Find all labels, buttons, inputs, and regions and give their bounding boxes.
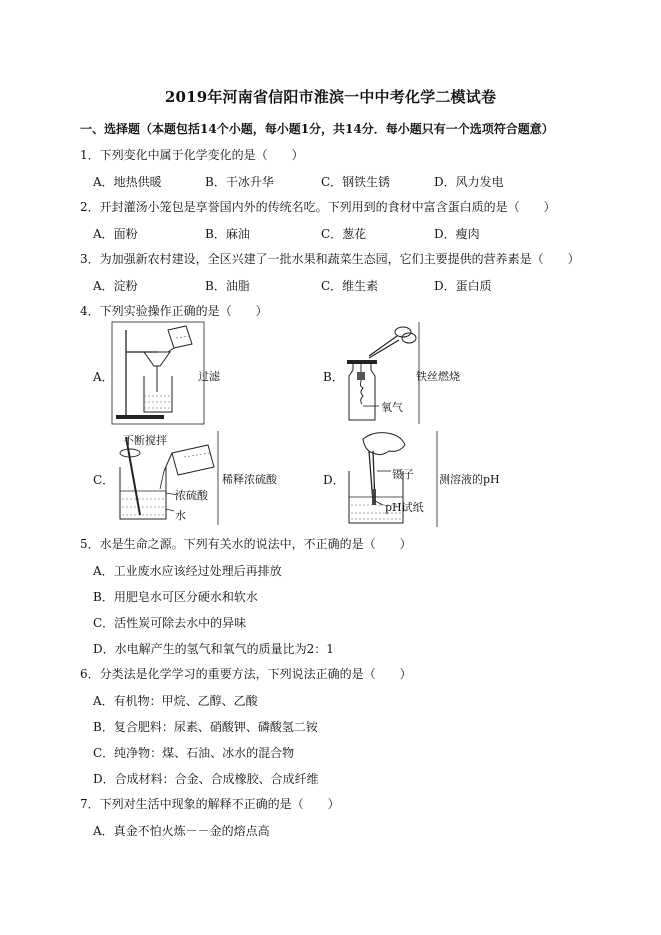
q6-option-a: A．有机物：甲烷、乙醇、乙酸 <box>93 694 258 708</box>
q5-option-b: B．用肥皂水可区分硬水和软水 <box>93 590 258 604</box>
q1-option-c: C．钢铁生锈 <box>321 175 391 189</box>
page-title: 2019年河南省信阳市淮滨一中中考化学二模试卷 <box>164 88 497 106</box>
q5-option-d: D．水电解产生的氢气和氧气的质量比为2：1 <box>93 642 334 656</box>
q6-option-d: D．合成材料：合金、合成橡胶、合成纤维 <box>93 772 319 786</box>
q4-option-d: D． <box>323 473 345 487</box>
q7-option-a: A．真金不怕火炼－－金的熔点高 <box>93 824 270 838</box>
q1-option-b: B．干冰升华 <box>205 175 274 189</box>
question-7: 7．下列对生活中现象的解释不正确的是（ ） <box>80 797 340 811</box>
question-5: 5．水是生命之源。下列有关水的说法中，不正确的是（ ） <box>80 537 412 551</box>
q2-option-a: A．面粉 <box>93 227 138 241</box>
q1-option-d: D．风力发电 <box>434 175 504 189</box>
water-label: 水 <box>175 509 186 522</box>
q4-option-a: A． <box>93 370 114 384</box>
question-2: 2．开封灌汤小笼包是享誉国内外的传统名吃。下列用到的食材中富含蛋白质的是（ ） <box>80 200 556 214</box>
iron-burning-figure <box>339 322 421 424</box>
q6-option-c: C．纯净物：煤、石油、冰水的混合物 <box>93 746 295 760</box>
q3-option-a: A．淀粉 <box>93 279 138 293</box>
q2-option-b: B．麻油 <box>205 227 250 241</box>
q5-option-c: C．活性炭可除去水中的异味 <box>93 616 247 630</box>
tweezers-label: 镊子 <box>392 468 414 481</box>
q3-option-d: D．蛋白质 <box>434 279 492 293</box>
question-3: 3．为加强新农村建设，全区兴建了一批水果和蔬菜生态园，它们主要提供的营养素是（ ） <box>80 252 580 266</box>
question-4: 4．下列实验操作正确的是（ ） <box>80 304 268 318</box>
q5-option-a: A．工业废水应该经过处理后再排放 <box>93 564 282 578</box>
q2-option-c: C．葱花 <box>321 227 367 241</box>
ph-paper-label: pH试纸 <box>385 501 424 514</box>
q4-option-b: B． <box>323 370 344 384</box>
q6-option-b: B．复合肥料：尿素、硝酸钾、磷酸氢二铵 <box>93 720 318 734</box>
q4-option-c: C． <box>93 473 115 487</box>
q3-option-b: B．油脂 <box>205 279 250 293</box>
q2-option-d: D．瘦肉 <box>434 227 480 241</box>
iron-burning-label: 铁丝燃烧 <box>416 370 460 383</box>
q3-option-c: C．维生素 <box>321 279 379 293</box>
question-1: 1．下列变化中属于化学变化的是（ ） <box>80 148 304 162</box>
question-6: 6．分类法是化学学习的重要方法，下列说法正确的是（ ） <box>80 667 412 681</box>
conc-acid-label: 浓硫酸 <box>175 489 208 502</box>
ph-test-label: 测溶液的pH <box>439 473 500 486</box>
q1-option-a: A．地热供暖 <box>93 175 162 189</box>
acid-dilution-label: 稀释浓硫酸 <box>222 473 277 486</box>
oxygen-label: 氧气 <box>381 401 403 414</box>
filtration-label: 过滤 <box>198 370 220 383</box>
section-heading: 一、选择题（本题包括14个小题，每小题1分，共14分．每小题只有一个选项符合题意） <box>80 122 554 136</box>
filtration-figure <box>112 322 204 424</box>
stirring-label: 不断搅拌 <box>123 434 167 447</box>
